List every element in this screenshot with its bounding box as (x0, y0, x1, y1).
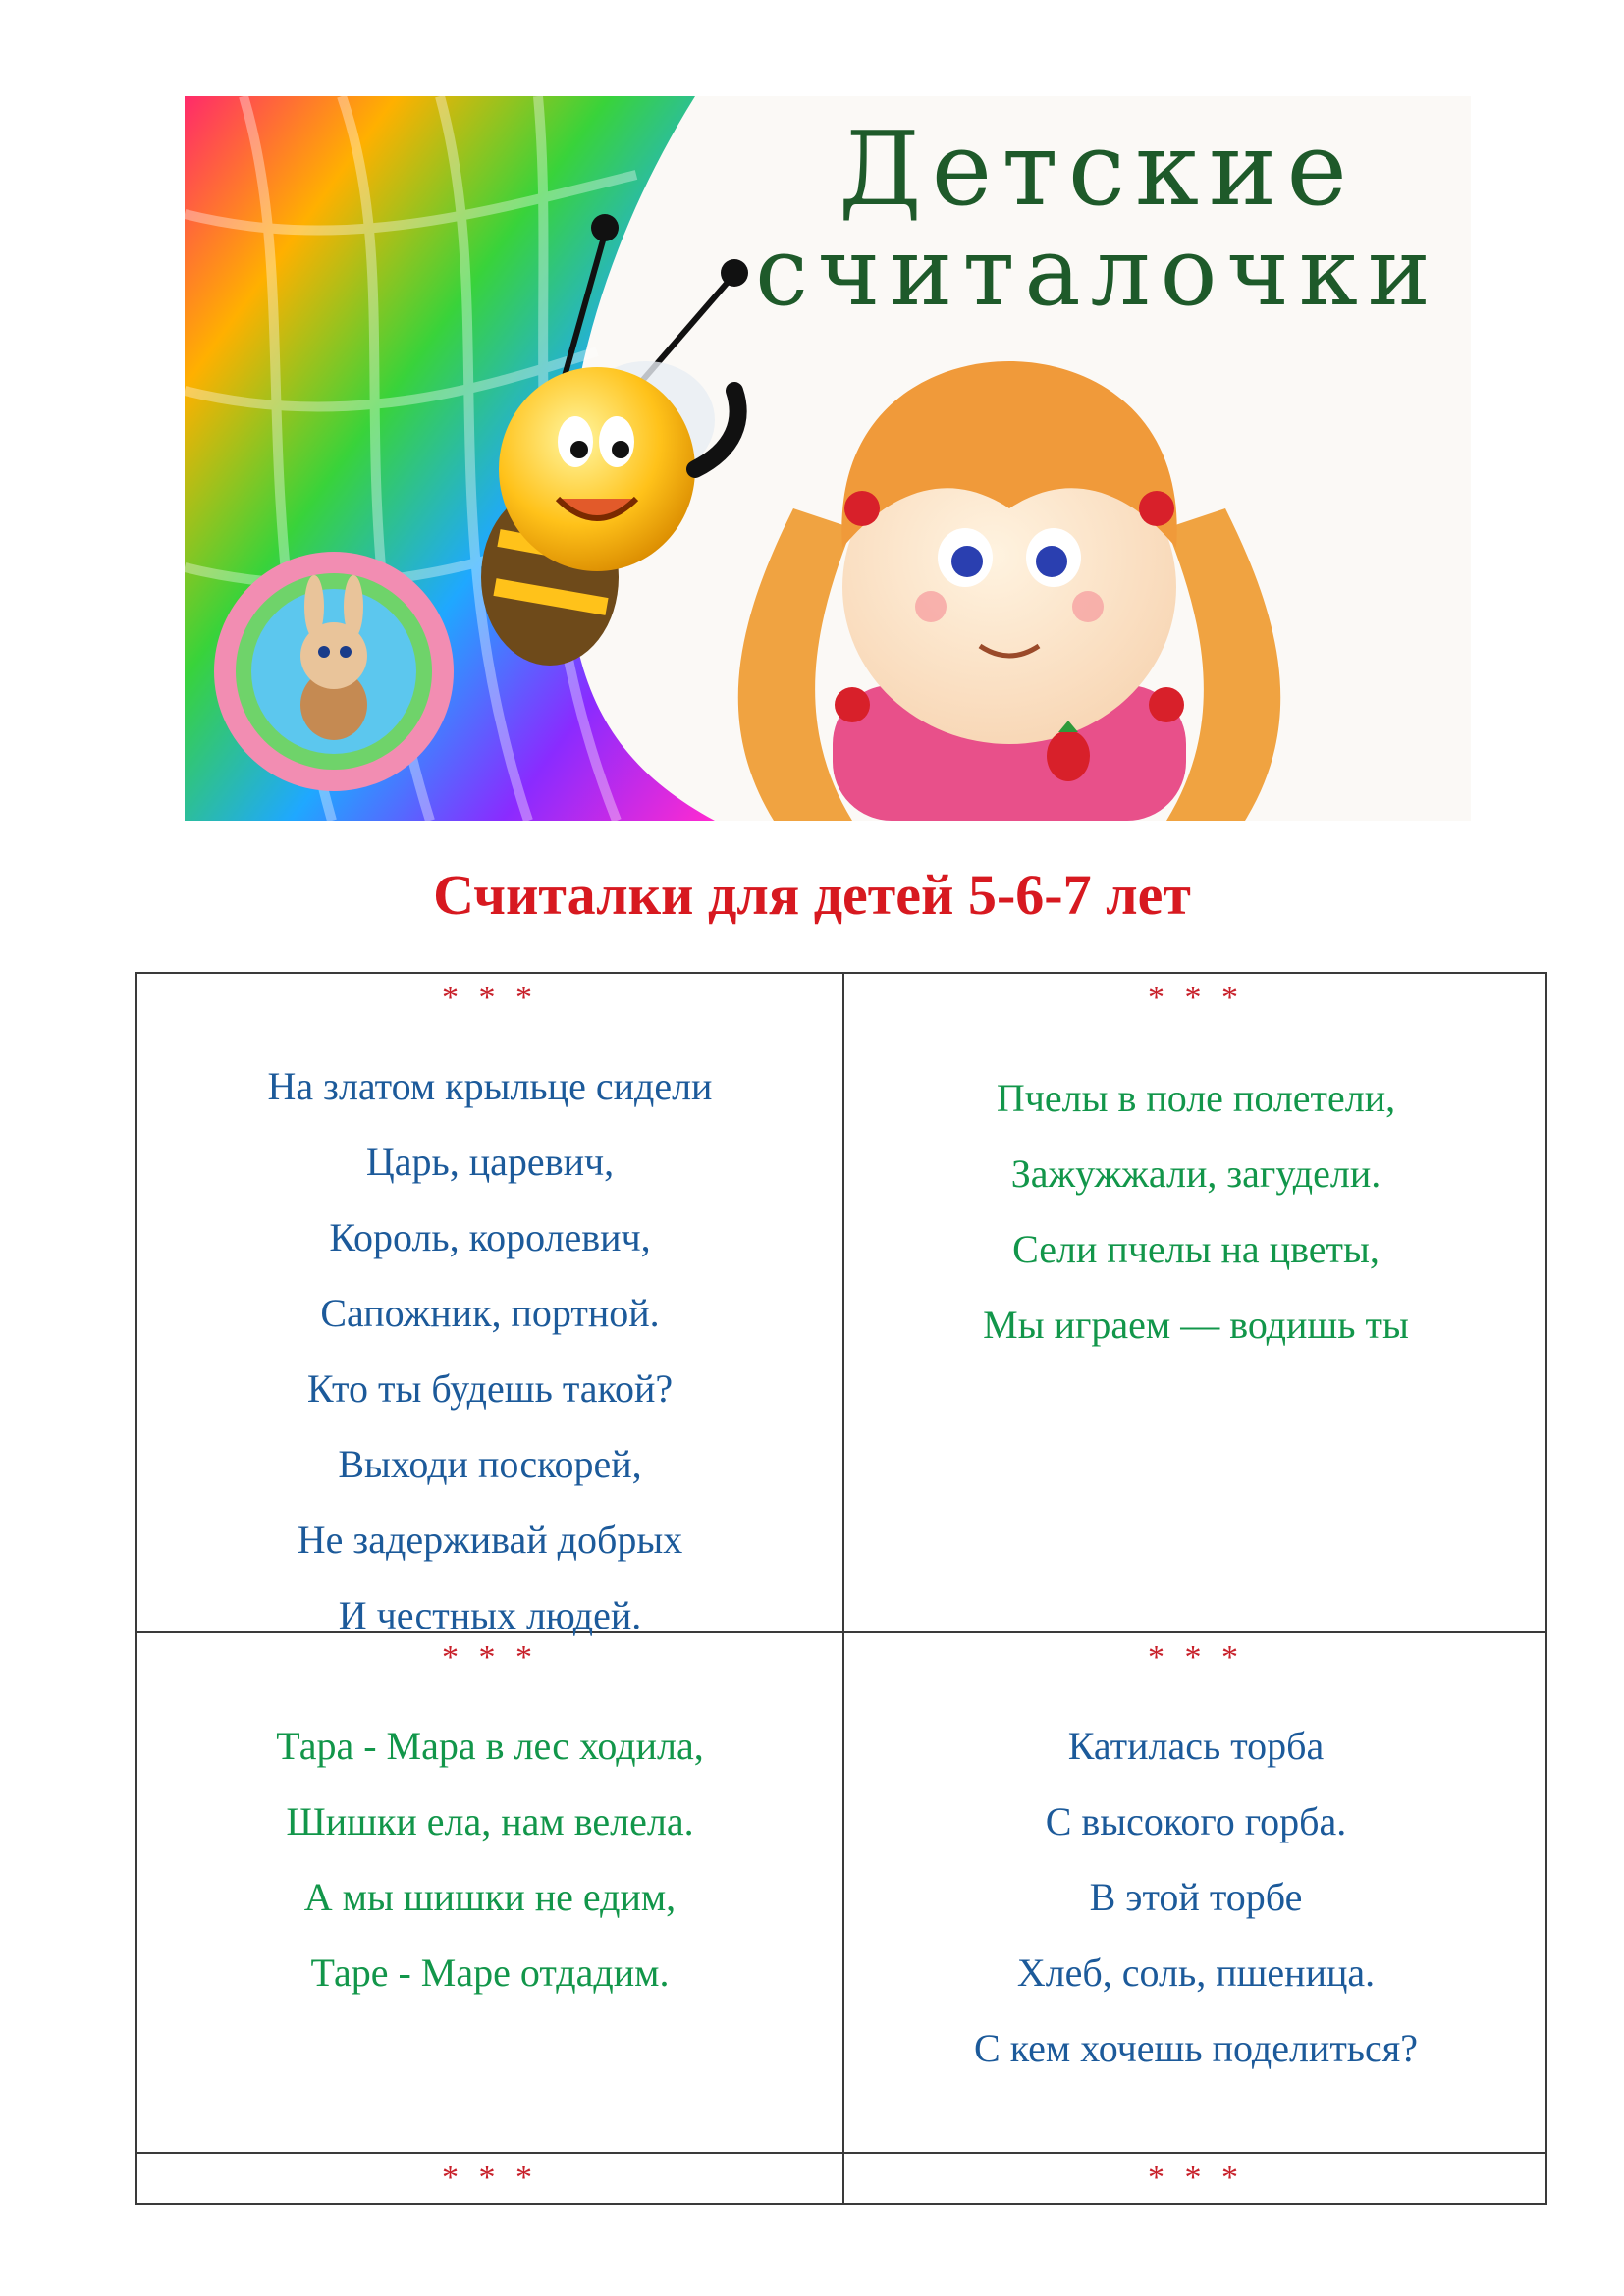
banner-title (734, 109, 1461, 328)
poem-line: Не задерживай добрых (297, 1518, 683, 1562)
separator-stars: * * * (442, 2160, 538, 2196)
poem-text (844, 1060, 1547, 1362)
separator-stars: * * * (1148, 980, 1244, 1016)
poem-text (844, 1708, 1547, 2086)
poem-cell (137, 1633, 842, 2152)
separator-stars: * * * (1148, 1639, 1244, 1676)
poem-line: Тара - Мара в лес ходила, (276, 1724, 704, 1768)
poem-line: С кем хочешь поделиться? (974, 2026, 1418, 2070)
poem-line: Катилась торба (1067, 1724, 1325, 1768)
poem-line: И честных людей. (338, 1593, 642, 1637)
banner-title-line1: Детские (839, 109, 1357, 229)
poem-line: Сапожник, портной. (320, 1291, 660, 1335)
girl-character (738, 361, 1280, 821)
poem-cell (844, 1633, 1547, 2152)
separator-stars: * * * (442, 1639, 538, 1676)
header-banner (185, 96, 1471, 821)
poem-line: Мы играем — водишь ты (983, 1303, 1409, 1347)
poem-line: Сели пчелы на цветы, (1012, 1227, 1380, 1271)
poem-line: Кто ты будешь такой? (306, 1366, 674, 1411)
poem-line: На златом крыльце сидели (267, 1064, 713, 1108)
poem-line: Таре - Маре отдадим. (310, 1950, 670, 1995)
poem-line: Царь, царевич, (365, 1140, 615, 1184)
poem-cell (844, 974, 1547, 1631)
poem-cell (137, 974, 842, 1637)
poem-text (137, 1708, 842, 2010)
poem-line: Король, королевич, (329, 1215, 651, 1259)
poem-text (137, 1048, 842, 1653)
poem-line: Зажужжали, загудели. (1010, 1151, 1381, 1196)
poem-line: А мы шишки не едим, (303, 1875, 677, 1919)
poem-line: Хлеб, соль, пшеница. (1016, 1950, 1376, 1995)
poem-line: Шишки ела, нам велела. (286, 1799, 694, 1843)
poem-line: Выходи поскорей, (338, 1442, 642, 1486)
banner-title-line2: считалочки (755, 217, 1440, 328)
poem-cell (137, 2154, 842, 2205)
separator-stars: * * * (1148, 2160, 1244, 2196)
bunny-medallion (214, 552, 454, 791)
poem-line: Пчелы в поле полетели, (996, 1076, 1396, 1120)
poem-cell (844, 2154, 1547, 2205)
separator-stars: * * * (442, 980, 538, 1016)
poem-line: В этой торбе (1089, 1875, 1303, 1919)
page-title: Считалки для детей 5-6-7 лет (433, 863, 1191, 927)
poems-table (135, 972, 1547, 2205)
poem-line: С высокого горба. (1045, 1799, 1347, 1843)
